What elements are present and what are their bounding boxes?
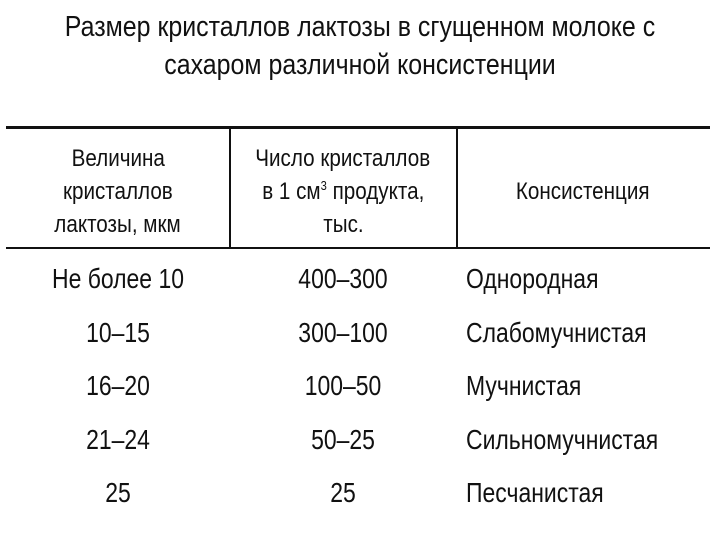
cell-crystal-size: 16–20 [86, 370, 150, 401]
table-row [0, 306, 720, 360]
table-row [0, 359, 720, 413]
table-title-line-2: сахаром различной консистенции [164, 49, 556, 81]
cell-crystal-count: 25 [330, 477, 356, 508]
column-header-crystal-size [8, 137, 228, 245]
table-top-rule [6, 126, 710, 129]
cell-consistency: Мучнистая [466, 370, 582, 401]
table-body [0, 252, 720, 520]
cell-crystal-count: 50–25 [311, 423, 375, 455]
cell-consistency: Песчанистая [466, 477, 604, 508]
table-row [0, 466, 720, 520]
header-bottom-rule [6, 247, 710, 249]
count-header-prefix: в 1 см [261, 177, 321, 205]
column-header-crystal-count-line-1: Число кристаллов [255, 144, 431, 172]
table-row [0, 413, 720, 467]
cell-crystal-size: 21–24 [86, 423, 150, 455]
cell-crystal-size: 25 [105, 477, 131, 508]
table-title [50, 8, 669, 84]
cell-consistency: Однородная [466, 263, 599, 294]
column-header-crystal-count [231, 137, 455, 245]
column-header-crystal-size-line-2: кристаллов [63, 177, 173, 205]
cell-crystal-count: 400–300 [298, 263, 388, 294]
column-header-crystal-size-line-3: лактозы, мкм [54, 210, 182, 238]
count-header-superscript: 3 [320, 177, 327, 193]
cell-crystal-size: Не более 10 [51, 263, 184, 294]
column-header-crystal-size-line-1: Величина [71, 144, 165, 172]
cell-consistency: Слабомучнистая [466, 316, 647, 348]
count-header-suffix: продукта, [326, 177, 425, 205]
cell-crystal-size: 10–15 [86, 316, 150, 348]
column-header-crystal-count-line-3: тыс. [322, 210, 364, 238]
table-title-line-1: Размер кристаллов лактозы в сгущенном молоке с [64, 11, 656, 43]
cell-consistency: Сильномучнистая [466, 423, 659, 455]
cell-crystal-count: 300–100 [298, 316, 388, 348]
cell-crystal-count: 100–50 [304, 370, 382, 401]
column-header-consistency-label: Консистенция [516, 177, 650, 205]
column-header-crystal-count-line-2 [262, 175, 424, 208]
table-row [0, 252, 720, 306]
column-header-consistency [458, 137, 708, 245]
